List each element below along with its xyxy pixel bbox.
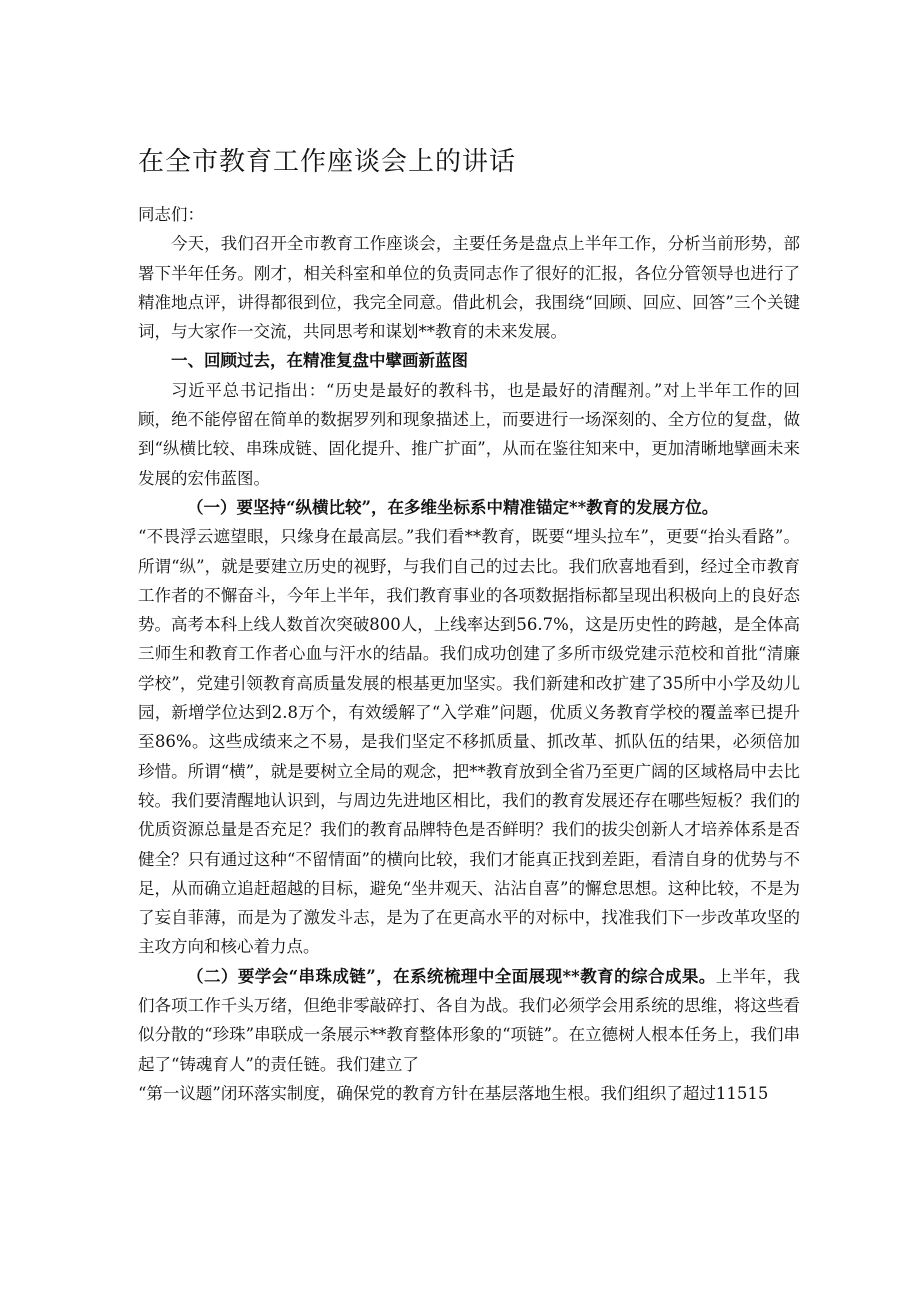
intro-paragraph: 今天，我们召开全市教育工作座谈会，主要任务是盘点上半年工作，分析当前形势，部署下半年任务。刚才，相关科室和单位的负责同志作了很好的汇报，各位分管领导也进行了精准地点评，讲得都很到位，我完全同意。借此机会，我围绕“回顾、回应、回答”三个关键词，与大家作一交流，共同思考和谋划**教育的未来发展。 <box>138 234 800 342</box>
section-1-paragraph: 习近平总书记指出：“历史是最好的教科书，也是最好的清醒剂。”对上半年工作的回顾，绝不能停留在简单的数据罗列和现象描述上，而要进行一场深刻的、全方位的复盘，做到“纵横比较、串珠成链、固化提升、推广扩面”，从而在鉴往知来中，更加清晰地擘画未来发展的宏伟蓝图。 <box>138 380 800 488</box>
section-heading-1: 一、回顾过去，在精准复盘中擘画新蓝图 <box>171 351 468 371</box>
subsection-1-paragraph: “不畏浮云遮望眼，只缘身在最高层。”我们看**教育，既要“埋头拉车”，更要“抬头看路”。所谓“纵”，就是要建立历史的视野，与我们自己的过去比。我们欣喜地看到，经过全市教育工作者的不懈奋斗，今年上半年，我们教育事业的各项数据指标都呈现出积极向上的良好态势。高考本科上线人数首次突破800人，上线率达到56.7%，这是历史性的跨越，是全体高三师生和教育工作者心血与汗水的结晶。我们成功创建了多所市级党建示范校和首批“清廉学校”，党建引领教育高质量发展的根基更加坚实。我们新建和改扩建了35所中小学及幼儿园，新增学位达到2.8万个，有效缓解了“入学难”问题，优质义务教育学校的覆盖率已提升至86%。这些成绩来之不易，是我们坚定不移抓质量、抓改革、抓队伍的结果，必须倍加珍惜。所谓“横”，就是要树立全局的观念，把**教育放到全省乃至更广阔的区域格局中去比较。我们要清醒地认识到，与周边先进地区相比，我们的教育发展还存在哪些短板？我们的优质资源总量是否充足？我们的教育品牌特色是否鲜明？我们的拔尖创新人才培养体系是否健全？只有通过这种“不留情面”的横向比较，我们才能真正找到差距，看清自身的优势与不足，从而确立追赶超越的目标，避免“坐井观天、沾沾自喜”的懈怠思想。这种比较，不是为了妄自菲薄，而是为了激发斗志，是为了在更高水平的对标中，找准我们下一步改革攻坚的主攻方向和核心着力点。 <box>138 527 800 957</box>
document-title: 在全市教育工作座谈会上的讲话 <box>138 147 517 177</box>
subsection-2-text: 上半年，我们各项工作千头万绪，但绝非零敲碎打、各自为战。我们必须学会用系统的思维，将这些看似分散的“珍珠”串联成一条展示**教育整体形象的“项链”。在立德树人根本任务上，我们串起了“铸魂育人”的责任链。我们建立了 <box>138 966 800 1074</box>
subsection-2-continuation: “第一议题”闭环落实制度，确保党的教育方针在基层落地生根。我们组织了超过11515 <box>138 1083 769 1103</box>
subsection-heading-2: （二）要学会“串珠成链”，在系统梳理中全面展现**教育的综合成果。 <box>187 966 716 986</box>
subsection-2-paragraph <box>138 962 800 1079</box>
subsection-heading-1: （一）要坚持“纵横比较”，在多维坐标系中精准锚定**教育的发展方位。 <box>187 497 719 517</box>
salutation: 同志们： <box>138 205 204 224</box>
document-body <box>138 200 800 1108</box>
